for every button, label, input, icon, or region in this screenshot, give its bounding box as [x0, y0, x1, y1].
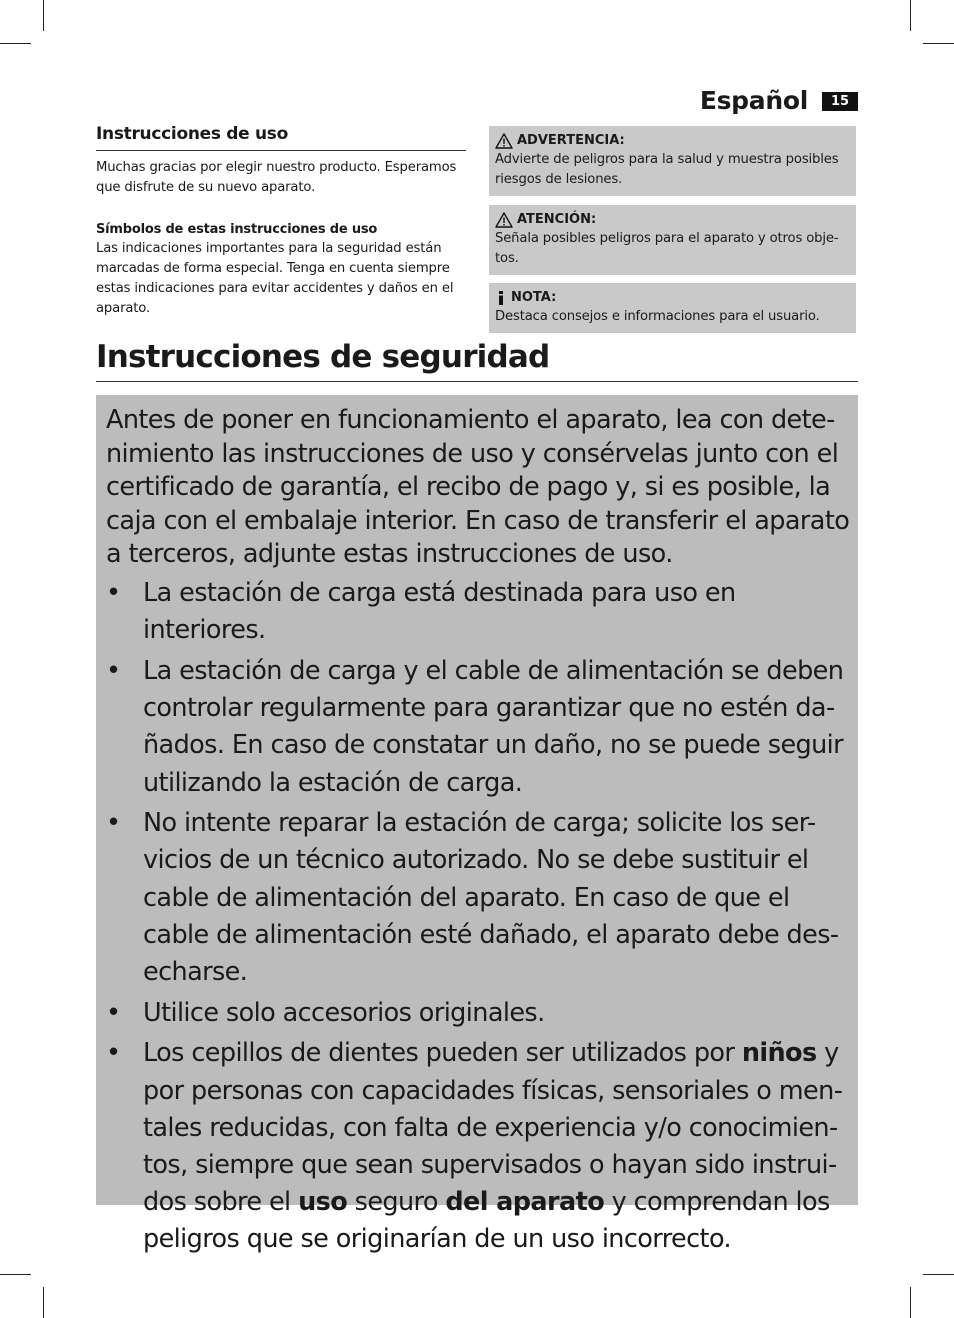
- warning-triangle-icon: [495, 133, 513, 149]
- list-item-last: [106, 1035, 852, 1258]
- safety-list: [106, 575, 852, 1259]
- crop-mark: [910, 1287, 911, 1318]
- list-item: • La estación de carga está destinada para uso en interiores.: [106, 575, 852, 649]
- symbols-text: Las indicaciones importantes para la seguridad están marcadas de forma especial. Tenga en cuenta siempre estas indicaciones para evitar accidentes y daños en el aparato.: [96, 241, 454, 316]
- text-span: seguro: [347, 1187, 446, 1218]
- crop-mark: [43, 1287, 44, 1318]
- text-span: y comprendan los peligros que se originarían de un uso incorrecto.: [143, 1187, 830, 1255]
- crop-mark: [0, 1274, 31, 1275]
- usage-title: Instrucciones de uso: [96, 124, 466, 151]
- text-span: y por personas con capacidades físicas, sensoriales o men-tales reducidas, con falta de experiencia y/o conocimien-tos, siempre que sean supervisados o hayan sido instrui-dos sobre el: [143, 1038, 843, 1218]
- note-label: NOTA:: [511, 290, 557, 305]
- crop-mark: [910, 0, 911, 31]
- language-heading: Español: [699, 86, 808, 115]
- safety-title: Instrucciones de seguridad: [96, 339, 858, 382]
- symbols-title: Símbolos de estas instrucciones de uso: [96, 222, 378, 237]
- safety-intro: Antes de poner en funcionamiento el aparato, lea con dete-nimiento las instrucciones de uso y consérvelas junto con el certificado de garantía, el recibo de pago y, si es posible, la caja con el embalaje interior. En caso de transferir el aparato a terceros, adjunte estas instrucciones de uso.: [106, 405, 850, 569]
- text-span: Los cepillos de dientes pueden ser utilizados por: [143, 1038, 742, 1069]
- safety-box: [96, 395, 858, 1255]
- caution-text: Señala posibles peligros para el aparato y otros obje-tos.: [495, 231, 839, 266]
- page-number: 15: [822, 92, 858, 111]
- usage-intro: Muchas gracias por elegir nuestro producto. Esperamos que disfrute de su nuevo aparato.: [96, 160, 457, 195]
- crop-mark: [923, 43, 954, 44]
- caution-label: ATENCIÓN:: [517, 212, 597, 227]
- crop-mark: [923, 1274, 954, 1275]
- list-item: • No intente reparar la estación de carga; solicite los ser-vicios de un técnico autorizado. No se debe sustituir el cable de alimentación del aparato. En caso de que el cable de alimentación esté dañado, el aparato debe des-echarse.: [106, 805, 852, 991]
- list-item: • La estación de carga y el cable de alimentación se deben controlar regularmente para garantizar que no estén da-ñados. En caso de constatar un daño, no se puede seguir utilizando la estación de carga.: [106, 653, 852, 802]
- bold-text: uso: [298, 1187, 348, 1218]
- warning-label: ADVERTENCIA:: [517, 133, 625, 148]
- usage-section: [96, 124, 466, 319]
- warning-text: Advierte de peligros para la salud y muestra posibles riesgos de lesiones.: [495, 152, 839, 187]
- caution-notice: [489, 205, 856, 275]
- note-notice: [489, 283, 856, 333]
- note-text: Destaca consejos e informaciones para el usuario.: [495, 309, 820, 324]
- bold-text: niños: [741, 1038, 817, 1069]
- warning-notice: [489, 126, 856, 196]
- warning-triangle-icon: [495, 212, 513, 228]
- crop-mark: [0, 43, 31, 44]
- bold-text: del aparato: [445, 1187, 605, 1218]
- crop-mark: [43, 0, 44, 31]
- list-item: • Utilice solo accesorios originales.: [106, 995, 852, 1032]
- info-icon: [495, 290, 507, 306]
